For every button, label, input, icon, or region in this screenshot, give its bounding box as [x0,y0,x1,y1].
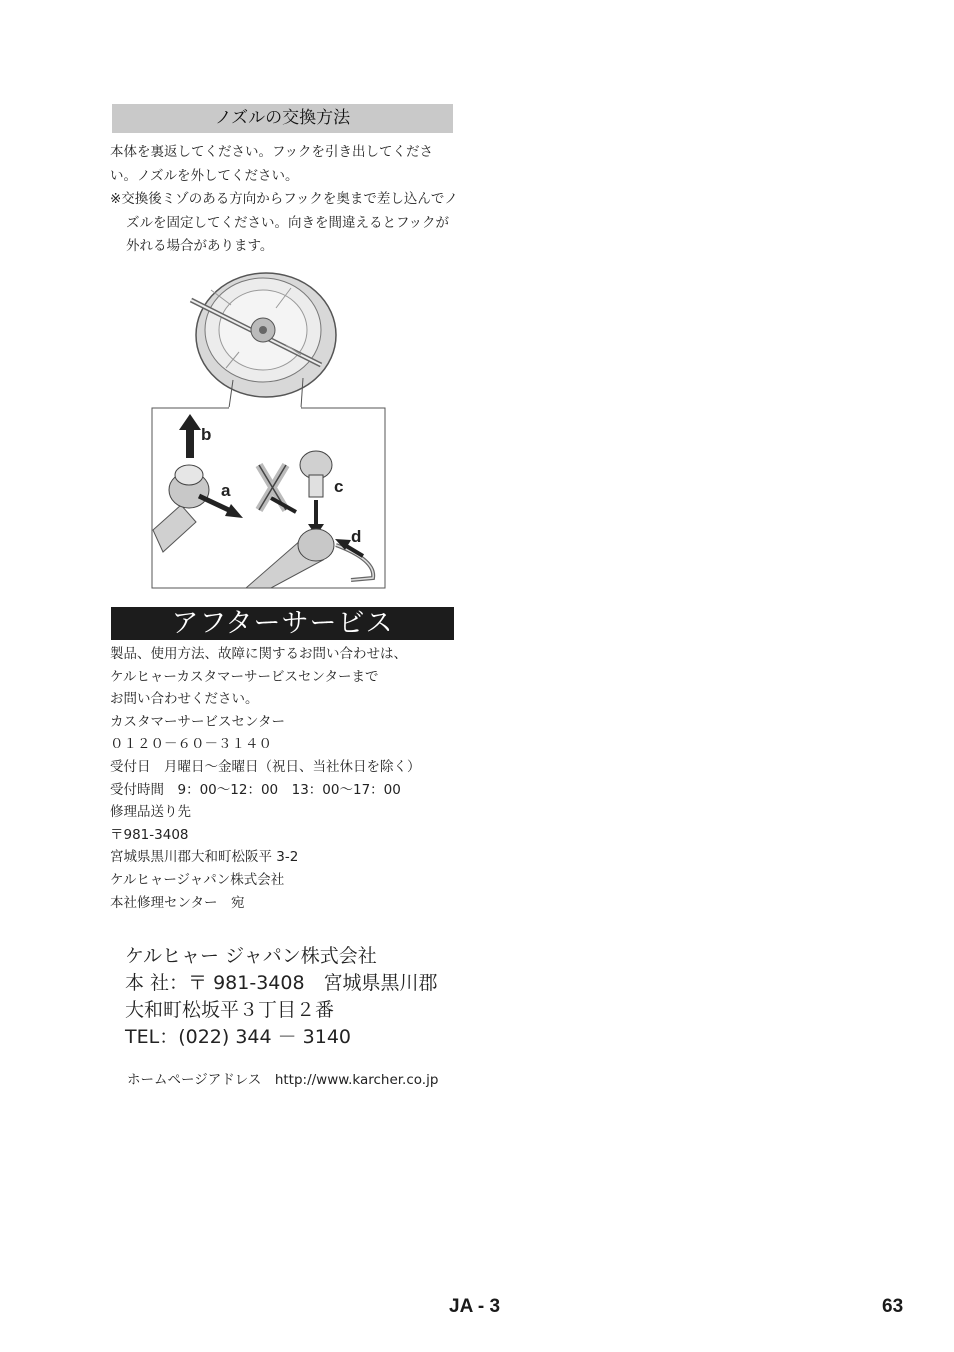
repair-postal-code: 〒981-3408 [110,826,189,843]
nozzle-instruction-text: 本体を裏返してください。フックを引き出してください。ノズルを外してください。 [110,144,434,184]
nozzle-note: ※交換後ミゾのある方向からフックを奥まで差し込んでノズルを固定してください。向きを間違えるとフックが外れる場合があります。 [110,191,458,254]
company-address-1: 本 社：〒 981-3408 宮城県黒川郡 [125,972,438,994]
nozzle-section-title: ノズルの交換方法 [112,104,453,133]
label-a: a [221,481,231,500]
company-name: ケルヒャー ジャパン株式会社 [125,945,377,967]
service-line: ケルヒャーカスタマーサービスセンターまで [110,668,379,685]
nozzle-disc-view [191,273,336,408]
label-d: d [351,527,362,546]
service-line: お問い合わせください。 [110,691,259,708]
footer-page-number: 63 [882,1296,904,1317]
service-hours: 受付時間 9：00～12：00 13：00～17：00 [110,781,401,798]
nozzle-detail-panel [152,408,385,588]
label-b: b [201,425,212,444]
service-days: 受付日 月曜日～金曜日（祝日、当社休日を除く） [110,758,421,775]
label-c: c [334,477,344,496]
nozzle-replacement-illustration [151,260,387,590]
repair-destination-label: 修理品送り先 [110,804,191,821]
service-center-name: カスタマーサービスセンター [110,713,285,730]
repair-company: ケルヒャージャパン株式会社 [110,871,285,888]
repair-address: 宮城県黒川郡大和町松阪平 3-2 [110,849,299,866]
nozzle-instructions [110,141,460,259]
service-line: 製品、使用方法、故障に関するお問い合わせは、 [110,646,407,662]
company-address-2: 大和町松坂平３丁目２番 [125,999,335,1021]
after-service-body [110,643,460,914]
company-info [125,943,438,1051]
company-tel: TEL：(022) 344 － 3140 [125,1026,352,1048]
homepage-address: ホームページアドレス http://www.karcher.co.jp [127,1072,439,1088]
service-phone: ０１２０－６０－３１４０ [110,736,272,753]
footer-section-code: JA - 3 [449,1296,501,1317]
after-service-title: アフターサービス [111,607,454,640]
repair-center: 本社修理センター 宛 [110,894,245,911]
